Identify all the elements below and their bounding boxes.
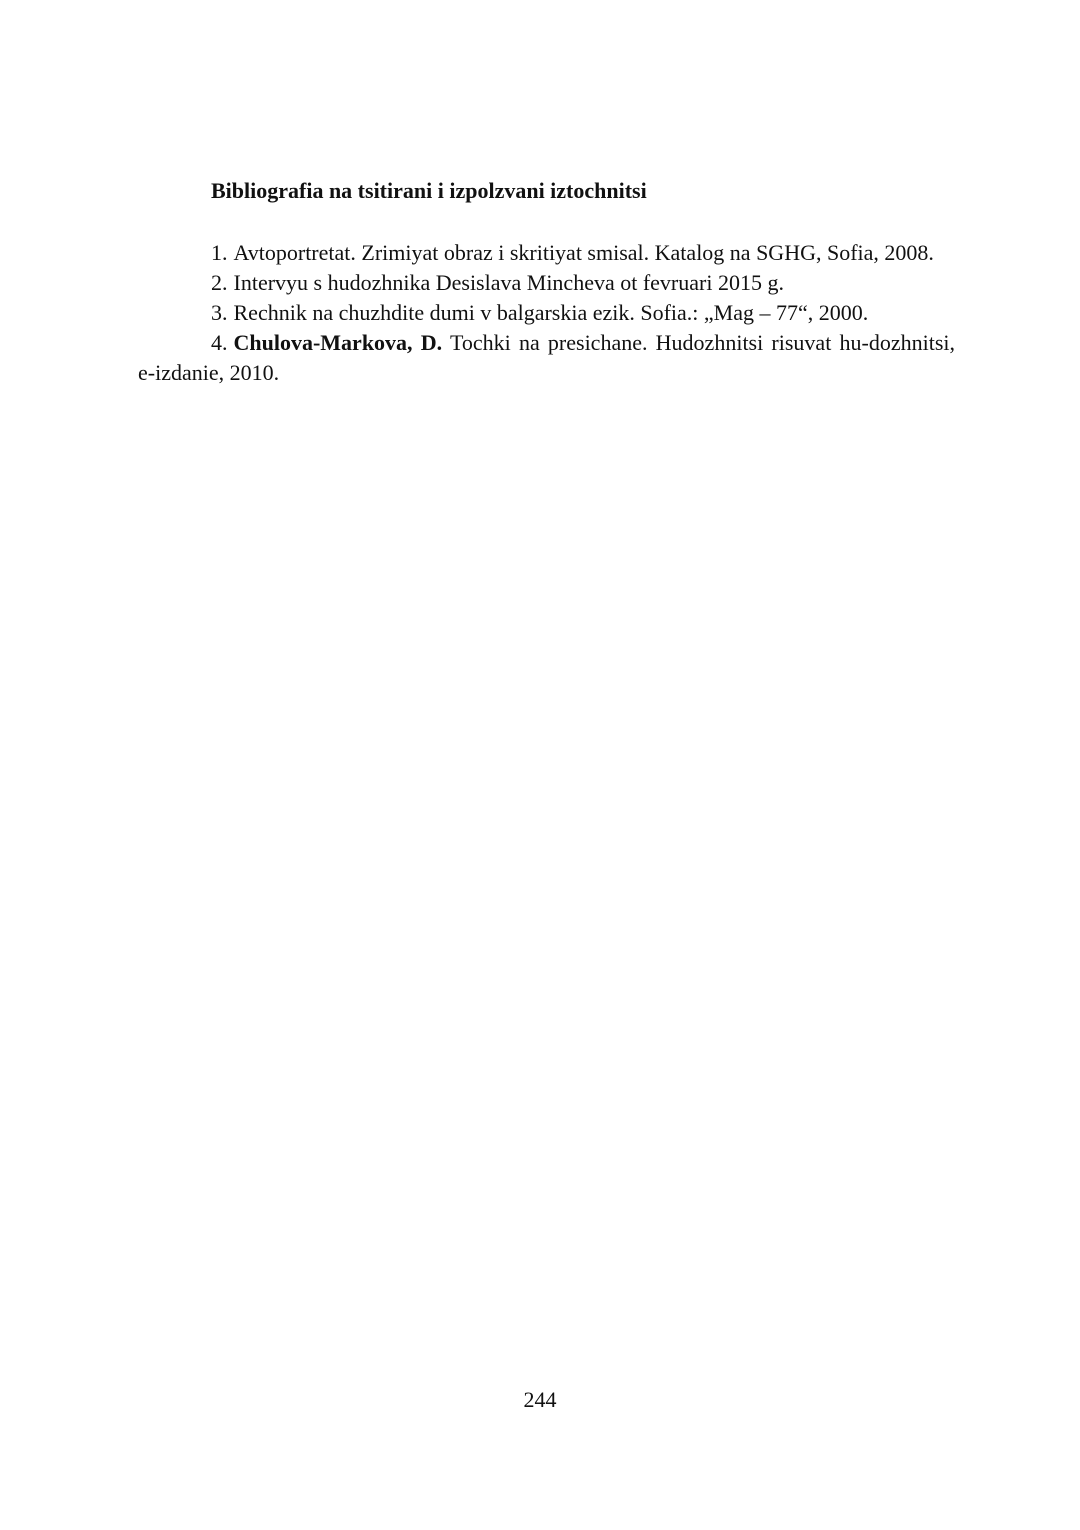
bibliography-heading: Bibliografia na tsitirani i izpolzvani iztochnitsi — [211, 178, 647, 203]
reference-number: 3. — [211, 300, 228, 325]
reference-text: Rechnik na chuzhdite dumi v balgarskia ezik. Sofia.: „Mag – 77“, 2000. — [233, 300, 869, 325]
reference-text: Intervyu s hudozhnika Desislava Mincheva ot fevruari 2015 g. — [233, 270, 784, 295]
reference-item — [138, 328, 955, 388]
reference-item — [138, 298, 955, 328]
reference-number: 4. — [211, 330, 228, 355]
reference-text: Avtoportretat. Zrimiyat obraz i skritiyat smisal. Katalog na SGHG, Sofia, 2008. — [233, 240, 934, 265]
reference-item — [138, 238, 955, 268]
reference-list — [138, 238, 955, 388]
page-number: 244 — [523, 1387, 557, 1412]
reference-item — [138, 268, 955, 298]
reference-number: 2. — [211, 270, 228, 295]
reference-number: 1. — [211, 240, 228, 265]
reference-author: Chulova-Markova, D. — [233, 330, 443, 355]
reference-text: Tochki na presichane. Hudozhnitsi risuvat hu-dozhnitsi, e-izdanie, 2010. — [138, 330, 955, 385]
